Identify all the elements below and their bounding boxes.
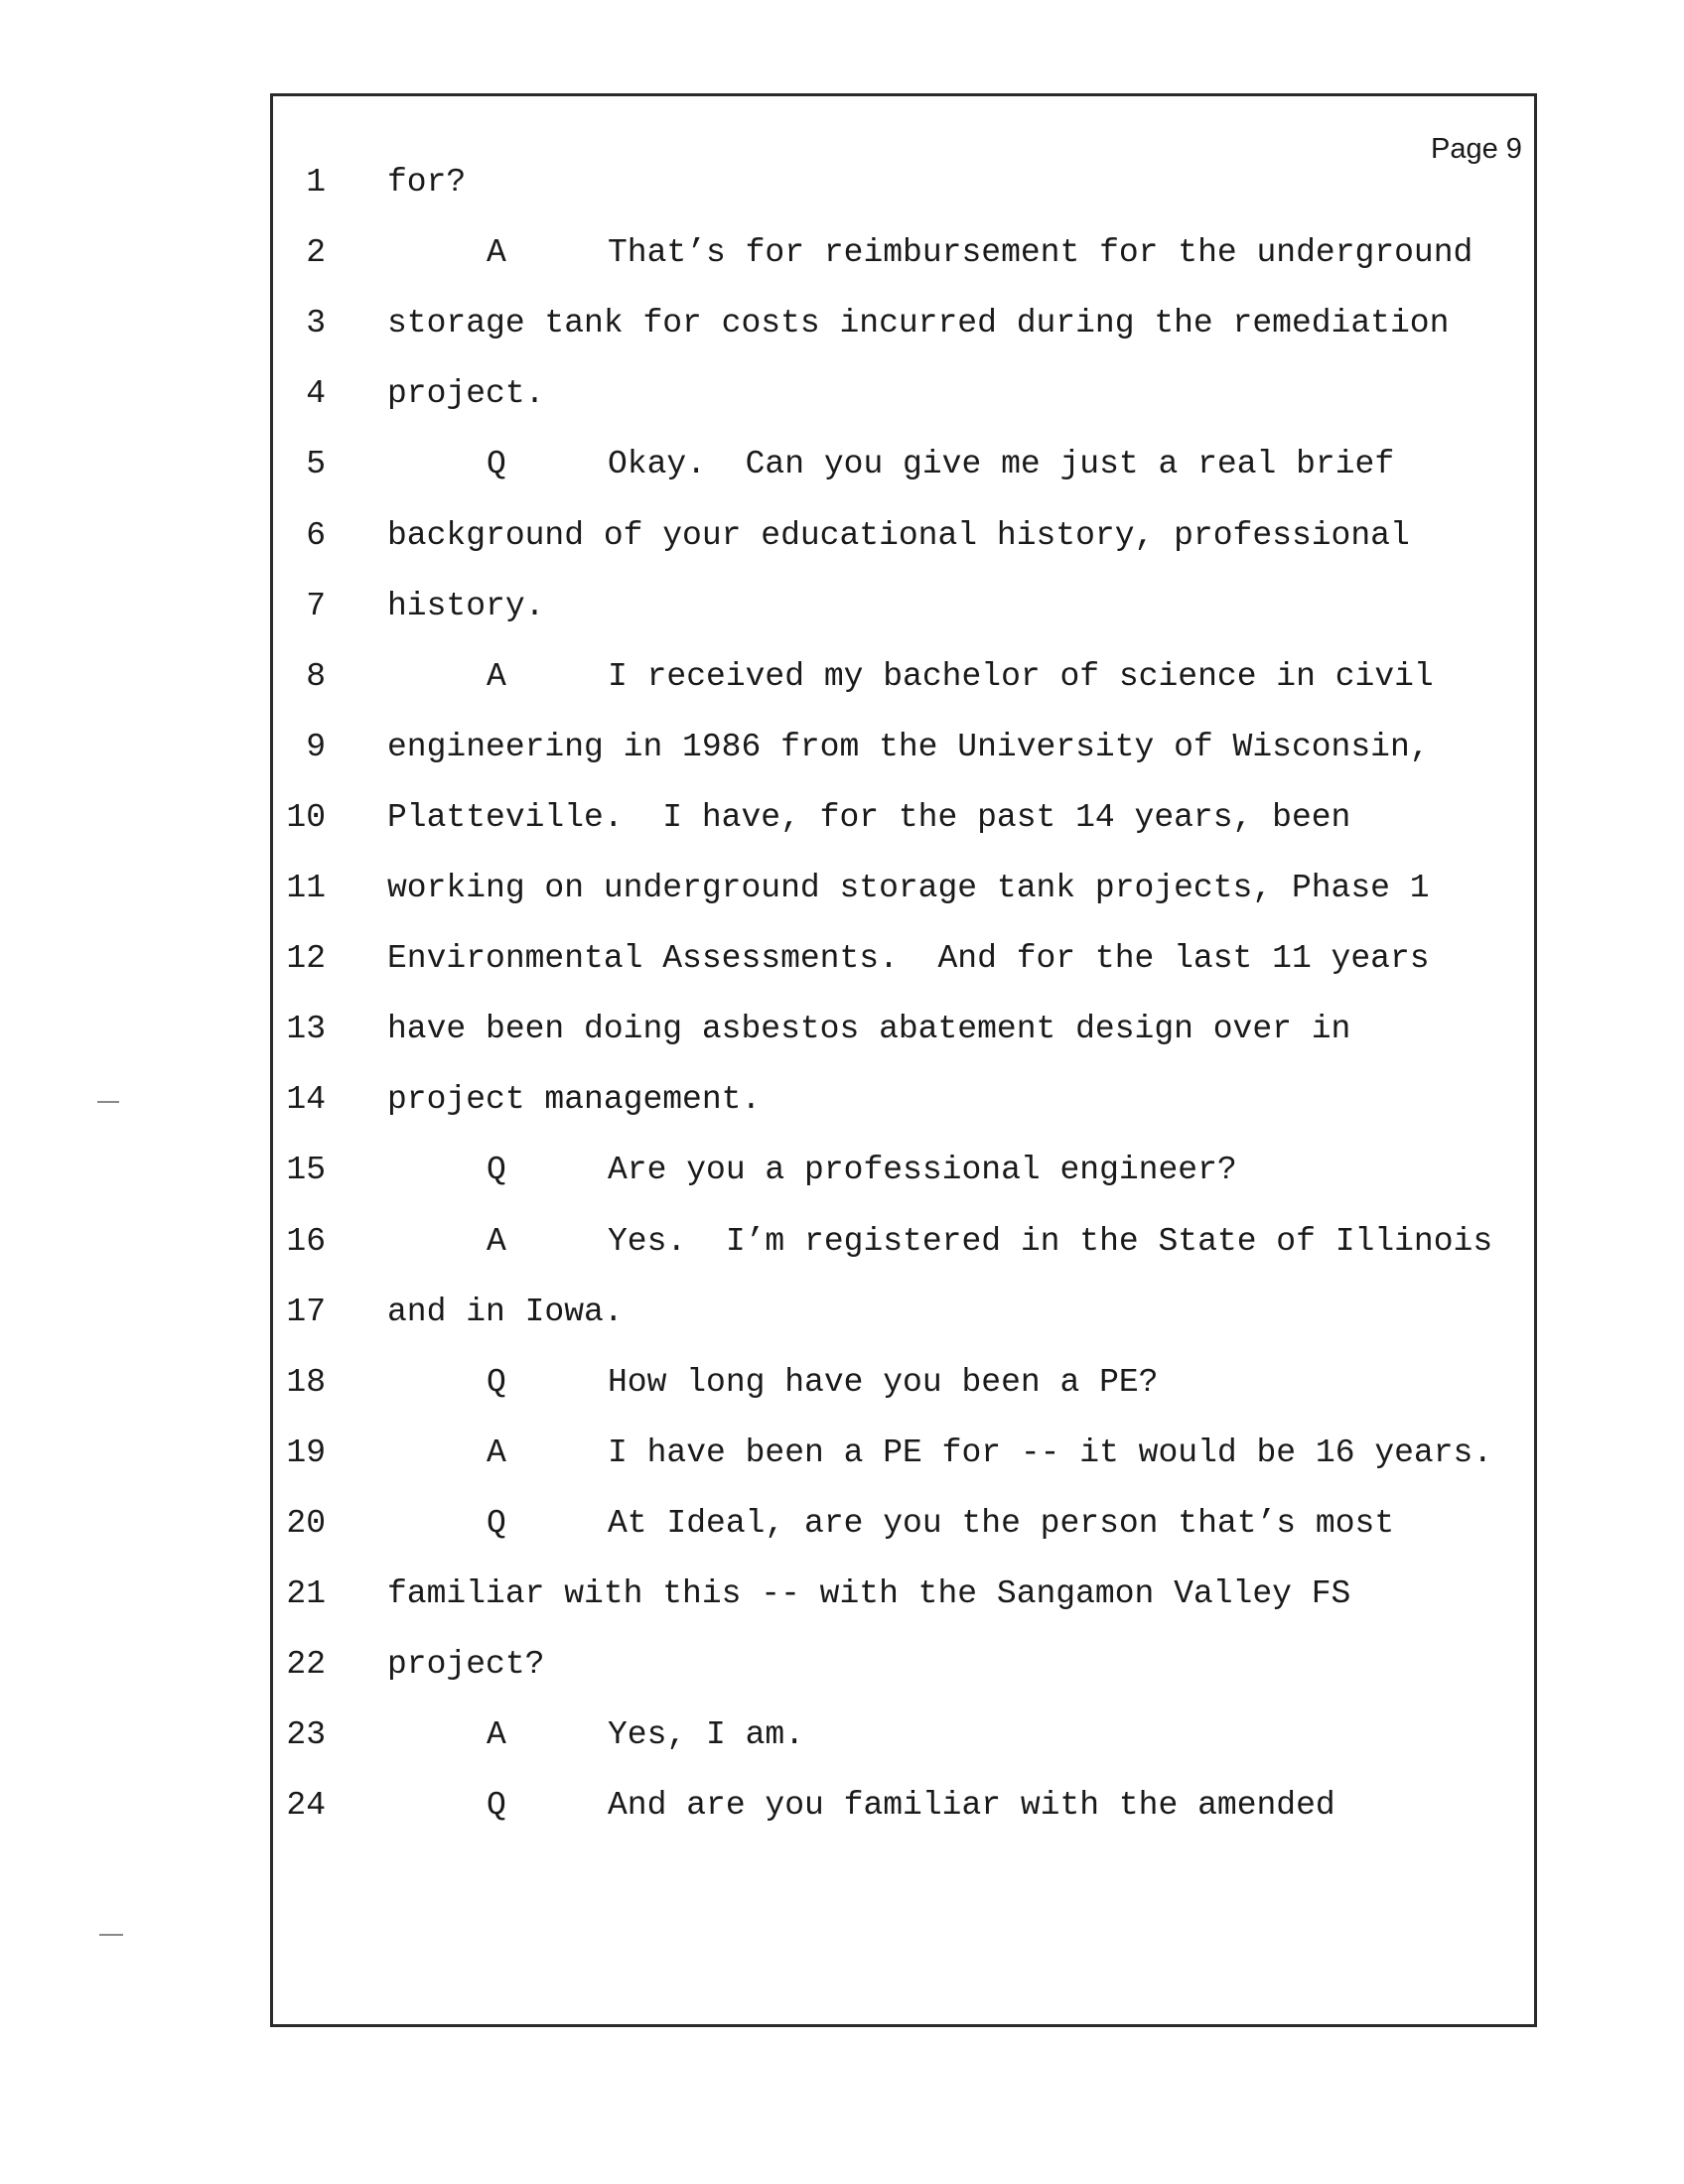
- line-text: storage tank for costs incurred during the remediation: [387, 305, 1450, 341]
- line-text: Platteville. I have, for the past 14 years, been: [387, 799, 1351, 836]
- line-text: and in Iowa.: [387, 1294, 624, 1330]
- line-number: 17: [286, 1294, 326, 1330]
- transcript-line: [0, 1433, 1684, 1473]
- line-number: 19: [286, 1434, 326, 1471]
- speaker-label: Q: [487, 1364, 506, 1401]
- line-text: familiar with this -- with the Sangamon Valley FS: [387, 1575, 1351, 1612]
- transcript-line: [0, 1222, 1684, 1262]
- transcript-line: [0, 1363, 1684, 1403]
- line-text: background of your educational history, professional: [387, 517, 1410, 554]
- line-text: Are you a professional engineer?: [608, 1152, 1237, 1188]
- transcript-line: [0, 1080, 1684, 1120]
- transcript-line: [0, 233, 1684, 273]
- line-text: That’s for reimbursement for the underground: [608, 234, 1474, 271]
- transcript-line: [0, 869, 1684, 908]
- line-text: Yes, I am.: [608, 1716, 805, 1753]
- speaker-label: Q: [487, 1152, 506, 1188]
- line-text: working on underground storage tank projects, Phase 1: [387, 870, 1430, 906]
- line-text: How long have you been a PE?: [608, 1364, 1159, 1401]
- line-text: Yes. I’m registered in the State of Illinois: [608, 1223, 1493, 1260]
- line-text: project?: [387, 1646, 545, 1683]
- speaker-label: A: [487, 1716, 506, 1753]
- transcript-line: [0, 798, 1684, 838]
- line-text: project.: [387, 375, 545, 412]
- transcript-line: [0, 1786, 1684, 1826]
- transcript-line: [0, 1151, 1684, 1190]
- line-number: 11: [286, 870, 326, 906]
- margin-mark: [97, 1101, 119, 1103]
- line-number: 21: [286, 1575, 326, 1612]
- transcript-line: [0, 1645, 1684, 1685]
- line-number: 13: [286, 1011, 326, 1047]
- line-text: I received my bachelor of science in civil: [608, 658, 1434, 695]
- transcript-line: [0, 374, 1684, 414]
- line-text: Environmental Assessments. And for the last 11 years: [387, 940, 1430, 977]
- speaker-label: A: [487, 658, 506, 695]
- line-number: 24: [286, 1787, 326, 1824]
- transcript-line: [0, 1574, 1684, 1614]
- speaker-label: A: [487, 234, 506, 271]
- line-text: project management.: [387, 1081, 762, 1118]
- line-text: I have been a PE for -- it would be 16 years.: [608, 1434, 1493, 1471]
- line-text: engineering in 1986 from the University of Wisconsin,: [387, 729, 1430, 765]
- line-number: 8: [306, 658, 326, 695]
- transcript-line: [0, 1293, 1684, 1332]
- speaker-label: Q: [487, 1505, 506, 1542]
- line-number: 6: [306, 517, 326, 554]
- line-number: 22: [286, 1646, 326, 1683]
- line-text: for?: [387, 164, 467, 201]
- line-text: history.: [387, 588, 545, 624]
- line-text: Okay. Can you give me just a real brief: [608, 446, 1395, 482]
- line-number: 5: [306, 446, 326, 482]
- transcript-line: [0, 445, 1684, 484]
- speaker-label: Q: [487, 446, 506, 482]
- line-number: 3: [306, 305, 326, 341]
- line-number: 18: [286, 1364, 326, 1401]
- page-number-label: Page 9: [1431, 133, 1522, 165]
- margin-mark: [99, 1934, 123, 1936]
- line-number: 7: [306, 588, 326, 624]
- transcript-line: [0, 163, 1684, 203]
- line-text: have been doing asbestos abatement design over in: [387, 1011, 1351, 1047]
- line-number: 23: [286, 1716, 326, 1753]
- transcript-line: [0, 728, 1684, 767]
- speaker-label: A: [487, 1434, 506, 1471]
- line-number: 12: [286, 940, 326, 977]
- line-number: 15: [286, 1152, 326, 1188]
- transcript-line: [0, 304, 1684, 343]
- line-text: And are you familiar with the amended: [608, 1787, 1335, 1824]
- transcript-line: [0, 1715, 1684, 1755]
- line-number: 1: [306, 164, 326, 201]
- transcript-line: [0, 939, 1684, 979]
- line-number: 2: [306, 234, 326, 271]
- line-number: 20: [286, 1505, 326, 1542]
- transcript-line: [0, 516, 1684, 556]
- transcript-line: [0, 1010, 1684, 1049]
- transcript-line: [0, 587, 1684, 626]
- speaker-label: Q: [487, 1787, 506, 1824]
- transcript-line: [0, 657, 1684, 697]
- line-text: At Ideal, are you the person that’s most: [608, 1505, 1395, 1542]
- line-number: 4: [306, 375, 326, 412]
- line-number: 9: [306, 729, 326, 765]
- transcript-line: [0, 1504, 1684, 1544]
- line-number: 10: [286, 799, 326, 836]
- speaker-label: A: [487, 1223, 506, 1260]
- line-number: 14: [286, 1081, 326, 1118]
- line-number: 16: [286, 1223, 326, 1260]
